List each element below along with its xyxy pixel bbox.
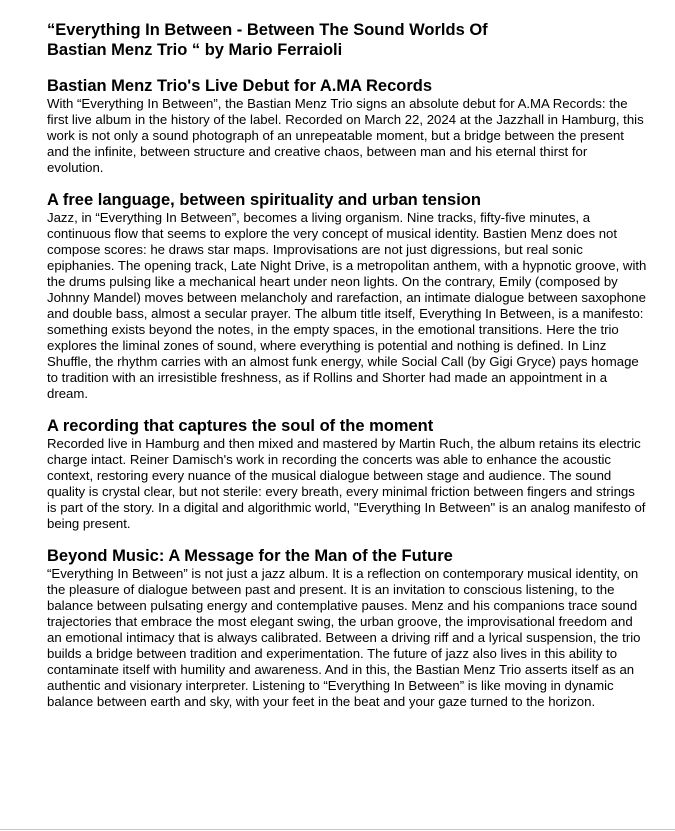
section-paragraph: Jazz, in “Everything In Between”, becomes a living organism. Nine tracks, fifty-five minutes, a continuous flow that seems to explore the very concept of musical identity. Bastien Menz does not compose scores: he draws star maps. Improvisations are not just digressions, but real sonic epiphanies. The opening track, Late Night Drive, is a metropolitan anthem, with a hypnotic groove, with the drums pulsing like a mechanical heart under neon lights. On the contrary, Emily (composed by Johnny Mandel) moves between melancholy and rarefaction, an intimate dialogue between saxophone and double bass, almost a secular prayer. The album title itself, Everything In Between, is a manifesto: something exists beyond the notes, in the empty spaces, in the emotional transitions. Here the trio explores the liminal zones of sound, where everything is potential and nothing is defined. In Linz Shuffle, the rhythm carries with an almost funk energy, while Social Call (by Gigi Gryce) pays homage to tradition with an irresistible freshness, as if Rollins and Shorter had made an appointment in a dream. bbox=[47, 210, 647, 401]
section-paragraph: Recorded live in Hamburg and then mixed and mastered by Martin Ruch, the album retains its electric charge intact. Reiner Damisch's work in recording the concerts was able to enhance the acoustic context, restoring every nuance of the musical dialogue between stage and audience. The sound quality is crystal clear, but not sterile: every breath, every minimal friction between fingers and strings is part of the story. In a digital and algorithmic world, "Everything In Between" is an analog manifesto of being present. bbox=[47, 436, 646, 531]
section-recording bbox=[47, 416, 647, 532]
section-free-language bbox=[47, 190, 647, 402]
page-bottom-divider bbox=[0, 829, 675, 830]
document-page bbox=[47, 20, 647, 724]
section-heading: A free language, between spirituality and urban tension bbox=[47, 191, 481, 209]
section-heading: Beyond Music: A Message for the Man of the Future bbox=[47, 547, 453, 565]
document-title bbox=[47, 20, 647, 60]
section-heading: Bastian Menz Trio's Live Debut for A.MA Records bbox=[47, 77, 433, 95]
document-title-line-2: Bastian Menz Trio “ by Mario Ferraioli bbox=[47, 41, 343, 59]
section-paragraph: With “Everything In Between”, the Bastian Menz Trio signs an absolute debut for A.MA Records: the first live album in the history of the label. Recorded on March 22, 2024 at the Jazzhall in Hamburg, this work is not only a sound photograph of an unrepeatable moment, but a bridge between the present and the infinite, between structure and creative chaos, between man and his eternal thirst for evolution. bbox=[47, 96, 644, 175]
section-beyond-music bbox=[47, 546, 647, 710]
section-heading: A recording that captures the soul of the moment bbox=[47, 417, 434, 435]
document-title-line-1: “Everything In Between - Between The Sound Worlds Of bbox=[47, 21, 488, 39]
section-live-debut bbox=[47, 76, 647, 176]
section-paragraph: “Everything In Between” is not just a jazz album. It is a reflection on contemporary musical identity, on the pleasure of dialogue between past and present. It is an invitation to conscious listening, to the balance between pulsating energy and contemplative pauses. Menz and his companions trace sound trajectories that embrace the most elegant swing, the urban groove, the improvisational freedom and an emotional intimacy that is always calibrated. Between a driving riff and a lyrical suspension, the trio builds a bridge between tradition and experimentation. The future of jazz also lives in this ability to contaminate itself with humility and awareness. And in this, the Bastian Menz Trio asserts itself as an authentic and visionary interpreter. Listening to “Everything In Between” is like moving in dynamic balance between earth and sky, with your feet in the beat and your gaze turned to the horizon. bbox=[47, 566, 641, 709]
